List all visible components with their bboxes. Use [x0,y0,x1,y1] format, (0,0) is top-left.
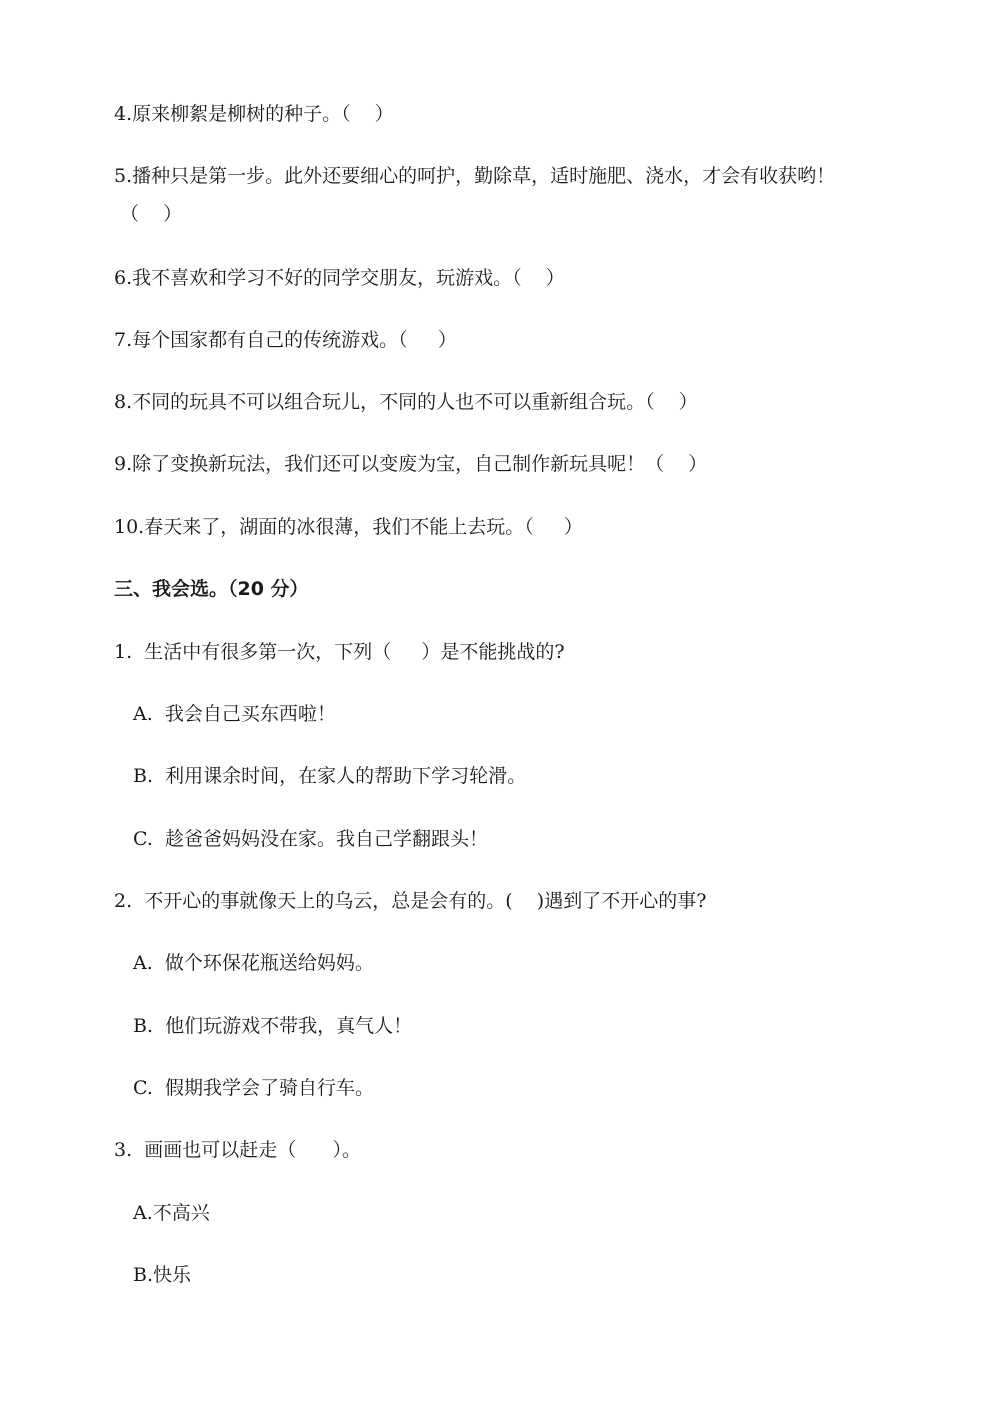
option: B. 他们玩游戏不带我，真气人！ [133,1015,413,1037]
judge-item: 4.原来柳絮是柳树的种子。（ ） [114,103,394,125]
question: 3. 画画也可以赶走（ ）。 [114,1139,361,1161]
judge-item: 5.播种只是第一步。此外还要细心的呵护，勤除草，适时施肥、浇水，才会有收获哟！ [114,165,836,187]
answer-blank: （ ） [120,203,183,225]
judge-item: 7.每个国家都有自己的传统游戏。（ ） [114,329,457,351]
question: 2. 不开心的事就像天上的乌云，总是会有的。( )遇到了不开心的事? [114,890,707,912]
judge-item: 6.我不喜欢和学习不好的同学交朋友，玩游戏。（ ） [114,267,565,289]
option: C. 趁爸爸妈妈没在家。我自己学翻跟头！ [133,828,488,850]
judge-item: 8.不同的玩具不可以组合玩儿，不同的人也不可以重新组合玩。（ ） [114,391,698,413]
option: A.不高兴 [133,1202,210,1224]
option: A. 我会自己买东西啦！ [133,703,336,725]
judge-item: 10.春天来了，湖面的冰很薄，我们不能上去玩。（ ） [114,516,583,538]
option: B. 利用课余时间，在家人的帮助下学习轮滑。 [133,765,527,787]
section-heading: 三、我会选。（20 分） [114,578,309,600]
judge-item: 9.除了变换新玩法，我们还可以变废为宝，自己制作新玩具呢！（ ） [114,453,708,475]
option: C. 假期我学会了骑自行车。 [133,1077,374,1099]
question: 1. 生活中有很多第一次，下列（ ）是不能挑战的? [114,641,565,663]
option: B.快乐 [133,1264,192,1286]
option: A. 做个环保花瓶送给妈妈。 [133,952,374,974]
